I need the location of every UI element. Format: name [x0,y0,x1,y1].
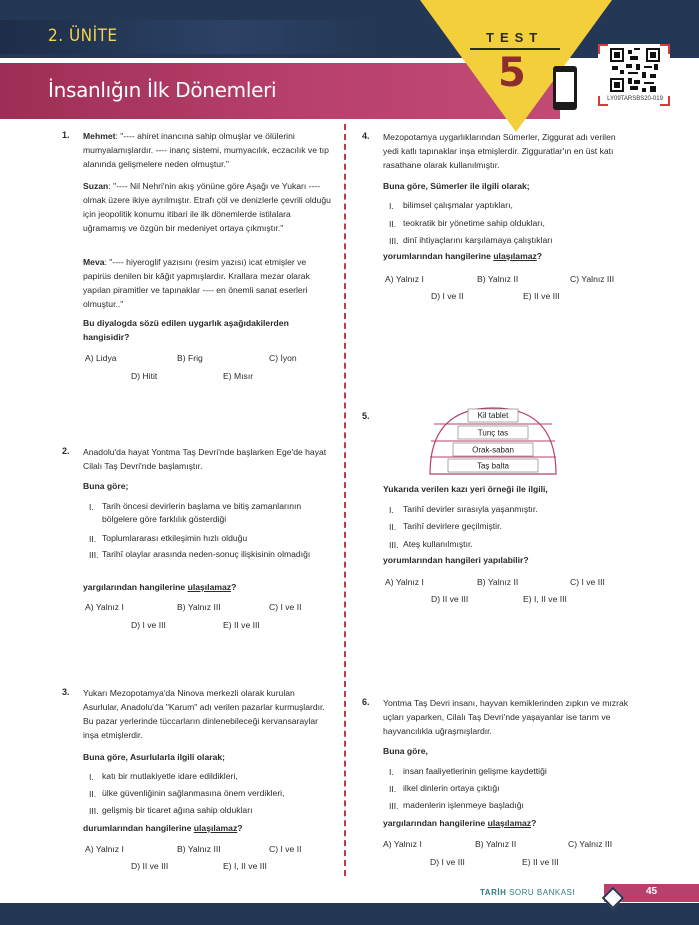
page-number: 45 [646,886,658,897]
q6-item-1: insan faaliyetlerinin gelişme kaydettiği [403,766,547,776]
q3-item-2-roman: II. [89,789,97,799]
q2-number: 2. [62,446,70,456]
footer-brand-bold: TARİH [480,888,507,897]
q4-item-1-roman: I. [389,201,394,211]
q3-option-a[interactable]: A) Yalnız I [85,844,124,854]
q5-item-2-roman: II. [389,522,397,532]
layer-3-label: Orak-saban [472,445,514,455]
q1-suzan-name: Suzan [83,181,109,191]
q6-option-a[interactable]: A) Yalnız I [383,839,422,849]
layer-4-label: Taş balta [476,461,510,471]
q5-item-3: Ateş kullanılmıştır. [403,539,473,549]
q3-option-e[interactable]: E) I, II ve III [223,861,267,871]
q3-lead: Buna göre, Asurlularla ilgili olarak; [83,752,225,762]
q5-item-1: Tarihî devirler sırasıyla yaşanmıştır. [403,504,538,514]
q5-option-c[interactable]: C) I ve III [570,577,605,587]
q4-item-1: bilimsel çalışmalar yaptıkları, [403,200,513,210]
q5-lead: Yukarıda verilen kazı yeri örneği ile ilgili, [383,484,548,494]
q6-option-b[interactable]: B) Yalnız II [475,839,517,849]
q6-item-1-roman: I. [389,767,394,777]
q6-option-e[interactable]: E) II ve III [522,857,559,867]
qr-corner-top-left [598,44,608,54]
q3-item-2: ülke güvenliğinin sağlanmasına önem verdikleri, [102,788,285,798]
q4-option-d[interactable]: D) I ve II [431,291,464,301]
q6-item-2-roman: II. [389,784,397,794]
q4-lead: Buna göre, Sümerler ile ilgili olarak; [383,181,530,191]
q3-option-c[interactable]: C) I ve II [269,844,302,854]
q4-item-2-roman: II. [389,219,397,229]
q6-item-2: ilkel dinlerin ortaya çıktığı [403,783,500,793]
q2-option-d[interactable]: D) I ve III [131,620,166,630]
q1-mehmet-paragraph [83,129,331,171]
qr-corner-top-right [660,44,670,54]
q1-number: 1. [62,130,70,140]
q2-option-a[interactable]: A) Yalnız I [85,602,124,612]
q3-item-1-roman: I. [89,772,94,782]
q6-number: 6. [362,697,370,707]
q2-question-post: ? [231,582,237,592]
q4-item-3: dinî ihtiyaçlarını karşılamaya çalıştıkları [403,235,553,245]
q1-meva-name: Meva [83,257,105,267]
layer-2-label: Tunç tas [477,428,509,438]
q5-number: 5. [362,411,370,421]
q5-option-b[interactable]: B) Yalnız II [477,577,519,587]
q2-item-2: Toplumlararası etkileşimin hızlı olduğu [102,533,248,543]
q3-stem: Yukarı Mezopotamya'da Ninova merkezli olarak kurulan Asurlular, Anadolu'da "Karum" adı verilen pazarlar kurmuşlardır. Bu pazar yerlerinde tüccarların dinlenebileceği kervansaraylar inşa etmişlerdir. [83,688,325,740]
q3-item-1: katı bir mutlakiyetle idare edildikleri, [102,771,238,781]
q4-option-c[interactable]: C) Yalnız III [570,274,615,284]
q4-item-2: teokratik bir yönetime sahip oldukları, [403,218,545,228]
q2-item-3-roman: III. [89,550,99,560]
q3-question-post: ? [237,823,243,833]
q1-mehmet-text: : "---- ahiret inancına sahip olmuşlar ve ölülerini mumyalamışlardır. ---- inanç sistemi, mumyacılık, eczacılık ve tıp alanında gelişmelere neden olmuştur." [83,131,329,169]
q3-number: 3. [62,687,70,697]
q4-item-3-roman: III. [389,236,399,246]
qr-code-label: LY09TARSBS20-019 [607,96,663,102]
q1-option-e[interactable]: E) Mısır [223,371,254,381]
q2-stem: Anadolu'da hayat Yontma Taş Devri'nde başlarken Ege'de hayat Cilalı Taş Devri'nde başlamıştır. [83,447,327,471]
q2-item-3: Tarihî olaylar arasında neden-sonuç ilişkisinin olmadığı [102,549,311,559]
q6-question [383,816,633,830]
q3-option-b[interactable]: B) Yalnız III [177,844,221,854]
q3-item-3: gelişmiş bir ticaret ağına sahip oldukları [102,805,253,815]
q5-question: yorumlarından hangileri yapılabilir? [383,555,529,565]
phone-screen-icon [556,72,574,102]
q3-item-3-roman: III. [89,806,99,816]
q2-item-2-roman: II. [89,534,97,544]
q5-option-d[interactable]: D) II ve III [431,594,469,604]
q3-question-pre: durumlarından hangilerine [83,823,194,833]
footer-band [0,903,699,925]
q3-question-ul: ulaşılamaz [193,823,238,833]
q4-number: 4. [362,131,370,141]
test-label: TEST [486,30,544,45]
q6-item-3-roman: III. [389,801,399,811]
q6-question-pre: yargılarından hangilerine [383,818,488,828]
q5-item-2: Tarihî devirlere geçilmiştir. [403,521,502,531]
footer-brand-rest: SORU BANKASI [506,888,576,897]
q5-item-1-roman: I. [389,505,394,515]
q1-option-b[interactable]: B) Frig [177,353,203,363]
q1-suzan-text: : "---- Nil Nehri'nin akış yönüne göre Aşağı ve Yukarı ---- olmak üzere ikiye ayrılmıştır. Etrafı çöl ve denizlerle çevrili olduğu için jeopolitik konumu itibari ile ilk dönemlerde istilalara uğramamış ve özgün bir medeniyet ortaya çıkmıştır." [83,181,331,233]
q1-option-c[interactable]: C) İyon [269,353,297,363]
q6-lead: Buna göre, [383,746,428,756]
page-title: İnsanlığın İlk Dönemleri [48,78,277,102]
q1-option-a[interactable]: A) Lidya [85,353,117,363]
layer-1-label: Kil tablet [477,411,509,420]
q2-question-pre: yargılarından hangilerine [83,582,188,592]
q1-option-d[interactable]: D) Hitit [131,371,158,381]
q1-question: Bu diyalogda sözü edilen uygarlık aşağıdakilerden hangisidir? [83,318,289,342]
q2-question-ul: ulaşılamaz [187,582,232,592]
q1-meva-paragraph [83,255,331,311]
q6-question-ul: ulaşılamaz [487,818,532,828]
q6-stem: Yontma Taş Devri insanı, hayvan kemiklerinden zıpkın ve mızrak uçları yaparken, Cilalı Taş Devri'nde yaşayanlar ise tarım ve hayvancılıkla uğraşmışlardır. [383,698,629,736]
q2-question [83,580,331,594]
q2-option-c[interactable]: C) I ve II [269,602,302,612]
unit-label: 2. ÜNİTE [48,26,118,46]
q4-option-b[interactable]: B) Yalnız II [477,274,519,284]
q1-suzan-paragraph [83,179,331,235]
q6-question-post: ? [531,818,537,828]
q4-option-a[interactable]: A) Yalnız I [385,274,424,284]
q4-option-e[interactable]: E) II ve III [523,291,560,301]
q6-option-c[interactable]: C) Yalnız III [568,839,613,849]
q1-mehmet-name: Mehmet [83,131,116,141]
q5-item-3-roman: III. [389,540,399,550]
q2-lead: Buna göre; [83,481,129,491]
q4-question-ul: ulaşılamaz [493,251,537,261]
q4-stem: Mezopotamya uygarlıklarından Sümerler, Ziggurat adı verilen yedi katlı tapınaklar inşa etmişlerdir. Zigguratlar'ın en üst katı rasathane olarak kullanılmıştır. [383,132,616,170]
qr-code-icon[interactable] [610,48,660,94]
q3-option-d[interactable]: D) II ve III [131,861,169,871]
q3-question [83,821,331,835]
q2-option-e[interactable]: E) II ve III [223,620,260,630]
q4-question [383,249,633,263]
test-number: 5 [498,50,526,96]
q4-question-pre: yorumlarından hangilerine [383,251,494,261]
column-divider [344,124,346,876]
q6-item-3: madenlerin işlenmeye başladığı [403,800,524,810]
q5-option-a[interactable]: A) Yalnız I [385,577,424,587]
footer-brand [480,888,575,897]
q5-option-e[interactable]: E) I, II ve III [523,594,567,604]
excavation-layers-diagram [428,406,558,476]
q2-item-1-roman: I. [89,502,94,512]
q2-item-1: Tarih öncesi devirlerin başlama ve bitiş zamanlarının bölgelere göre farklılık gösterdiği [102,501,302,524]
q4-question-post: ? [536,251,543,261]
q1-meva-text: : "---- hiyeroglif yazısını (resim yazısı) icat etmişler ve papirüs denilen bir kâğıt yapmışlardır. Krallara mezar olarak yapılan piramitler ve tapınaklar ---- en önemli sanat eserleri olmuştur.." [83,257,310,309]
q6-option-d[interactable]: D) I ve III [430,857,465,867]
q2-option-b[interactable]: B) Yalnız III [177,602,221,612]
